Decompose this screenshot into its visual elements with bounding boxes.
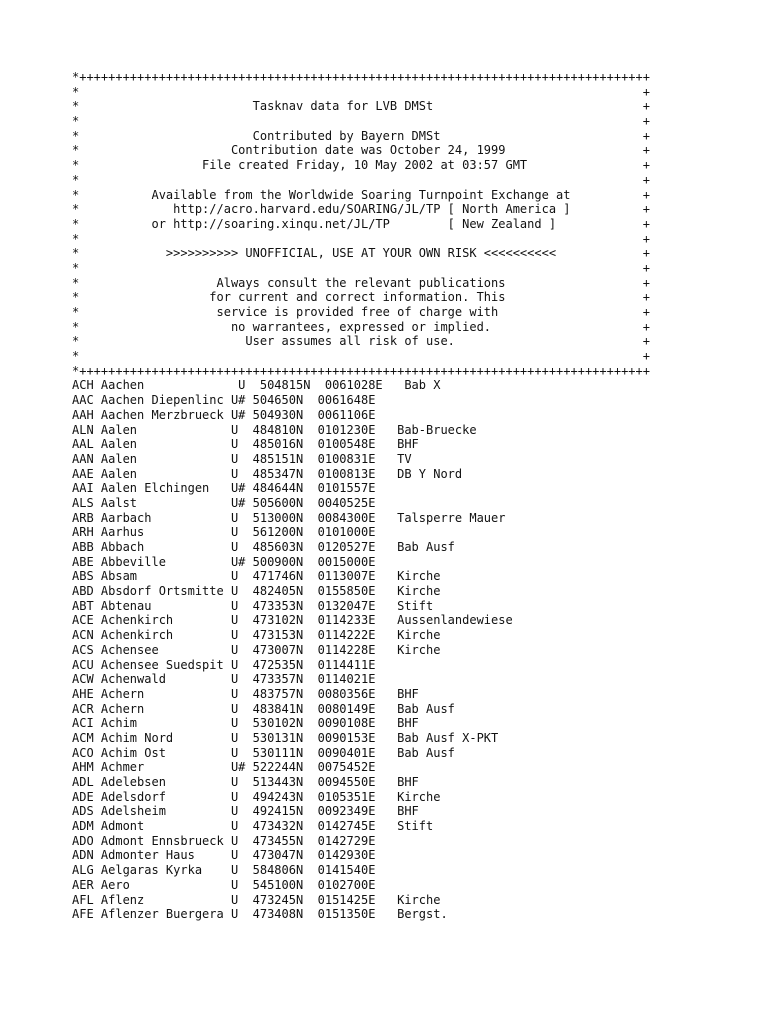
turnpoint-record: ALG Aelgaras Kyrka U 584806N 0141540E	[72, 863, 376, 878]
turnpoint-record: ABE Abbeville U# 500900N 0015000E	[72, 554, 376, 569]
turnpoint-record: ALS Aalst U# 505600N 0040525E	[72, 495, 376, 510]
turnpoint-record: ADE Adelsdorf U 494243N 0105351E Kirche	[72, 789, 441, 804]
turnpoint-record: AAE Aalen U 485347N 0100813E DB Y Nord	[72, 466, 463, 481]
turnpoint-record: ARB Aarbach U 513000N 0084300E Talsperre Mauer	[72, 510, 506, 525]
header-line: * Always consult the relevant publications +	[72, 275, 650, 290]
turnpoint-record: ARH Aarhus U 561200N 0101000E	[72, 525, 376, 540]
header-line: * +	[72, 260, 650, 275]
header-line: * Available from the Worldwide Soaring Turnpoint Exchange at +	[72, 187, 650, 202]
turnpoint-record: AAH Aachen Merzbrueck U# 504930N 0061106E	[72, 407, 376, 422]
header-line: * http://acro.harvard.edu/SOARING/JL/TP [ North America ] +	[72, 202, 650, 217]
turnpoint-record: ABD Absdorf Ortsmitte U 482405N 0155850E Kirche	[72, 584, 441, 599]
turnpoint-record: AFL Aflenz U 473245N 0151425E Kirche	[72, 892, 441, 907]
header-line: * +	[72, 231, 650, 246]
turnpoint-record: ACN Achenkirch U 473153N 0114222E Kirche	[72, 628, 441, 643]
turnpoint-record: ACW Achenwald U 473357N 0114021E	[72, 672, 376, 687]
turnpoint-record: ALN Aalen U 484810N 0101230E Bab-Bruecke	[72, 422, 477, 437]
turnpoint-record: ACI Achim U 530102N 0090108E BHF	[72, 716, 419, 731]
turnpoint-record: ACH Aachen U 504815N 0061028E Bab X	[72, 378, 441, 393]
header-line: * or http://soaring.xinqu.net/JL/TP [ New Zealand ] +	[72, 216, 650, 231]
turnpoint-record: ABS Absam U 471746N 0113007E Kirche	[72, 569, 441, 584]
turnpoint-record: ABB Abbach U 485603N 0120527E Bab Ausf	[72, 540, 455, 554]
turnpoint-record: ADM Admont U 473432N 0142745E Stift	[72, 819, 434, 834]
header-line: * for current and correct information. This +	[72, 290, 650, 305]
turnpoint-record: ADN Admonter Haus U 473047N 0142930E	[72, 848, 376, 863]
turnpoint-record: AHE Achern U 483757N 0080356E BHF	[72, 686, 419, 701]
turnpoint-record: AAN Aalen U 485151N 0100831E TV	[72, 451, 412, 466]
header-line: * File created Friday, 10 May 2002 at 03:57 GMT +	[72, 158, 650, 173]
header-line: * no warrantees, expressed or implied. +	[72, 319, 650, 334]
header-line: * Contribution date was October 24, 1999 +	[72, 143, 650, 158]
turnpoint-record: ADL Adelebsen U 513443N 0094550E BHF	[72, 775, 419, 789]
turnpoint-record: ACO Achim Ost U 530111N 0090401E Bab Ausf	[72, 745, 455, 760]
turnpoint-record: ADO Admont Ennsbrueck U 473455N 0142729E	[72, 833, 376, 848]
turnpoint-record: AFE Aflenzer Buergera U 473408N 0151350E Bergst.	[72, 907, 448, 922]
header-line: * Tasknav data for LVB DMSt +	[72, 99, 650, 114]
turnpoint-record: AHM Achmer U# 522244N 0075452E	[72, 760, 376, 775]
header-line: * Contributed by Bayern DMSt +	[72, 128, 650, 143]
header-line: * +	[72, 84, 650, 99]
header-line: * +	[72, 349, 650, 364]
turnpoint-record: ABT Abtenau U 473353N 0132047E Stift	[72, 598, 434, 613]
turnpoint-record: ACE Achenkirch U 473102N 0114233E Aussenlandewiese	[72, 613, 513, 628]
turnpoint-record: AER Aero U 545100N 0102700E	[72, 877, 376, 892]
turnpoint-record: ACU Achensee Suedspit U 472535N 0114411E	[72, 657, 376, 672]
header-line: * >>>>>>>>>> UNOFFICIAL, USE AT YOUR OWN RISK <<<<<<<<<< +	[72, 246, 650, 261]
turnpoint-record: ACM Achim Nord U 530131N 0090153E Bab Ausf X-PKT	[72, 730, 499, 745]
header-line: * service is provided free of charge with +	[72, 305, 650, 319]
turnpoint-record: AAI Aalen Elchingen U# 484644N 0101557E	[72, 481, 376, 496]
turnpoint-record: ACS Achensee U 473007N 0114228E Kirche	[72, 642, 441, 657]
header-line: * +	[72, 114, 650, 129]
turnpoint-document	[72, 70, 650, 922]
header-line: *+++++++++++++++++++++++++++++++++++++++++++++++++++++++++++++++++++++++++++++++	[72, 363, 650, 378]
header-line: * User assumes all risk of use. +	[72, 334, 650, 349]
header-line: * +	[72, 172, 650, 187]
turnpoint-record: AAC Aachen Diepenlinc U# 504650N 0061648E	[72, 393, 376, 408]
turnpoint-record: ADS Adelsheim U 492415N 0092349E BHF	[72, 804, 419, 819]
header-line: *+++++++++++++++++++++++++++++++++++++++++++++++++++++++++++++++++++++++++++++++	[72, 70, 650, 84]
turnpoint-record: ACR Achern U 483841N 0080149E Bab Ausf	[72, 701, 455, 716]
turnpoint-record: AAL Aalen U 485016N 0100548E BHF	[72, 437, 419, 452]
